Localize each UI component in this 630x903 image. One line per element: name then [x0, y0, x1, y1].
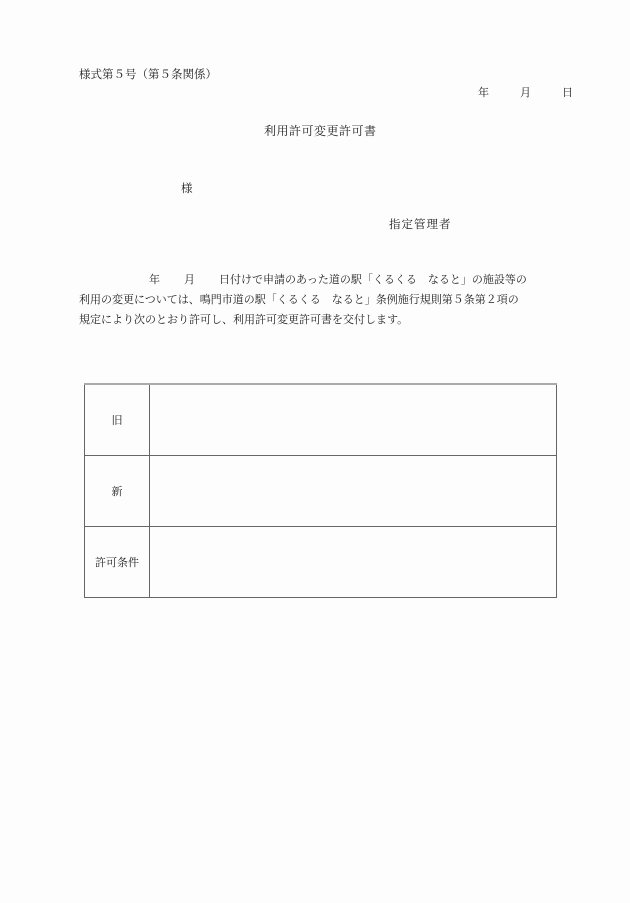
- row-label-new: 新: [85, 456, 150, 527]
- date-line: [478, 84, 573, 100]
- body-month: 月: [184, 273, 195, 286]
- row-value-old: [150, 384, 557, 456]
- date-day: 日: [562, 86, 573, 99]
- body-line-2: 利用の変更については、鳴門市道の駅「くるくる なると」条例施行規則第５条第２項の: [79, 293, 519, 306]
- form-number: 様式第５号（第５条関係）: [79, 67, 217, 81]
- table-row-old: [85, 384, 557, 456]
- body-line-1: [79, 270, 579, 290]
- date-year: 年: [478, 86, 489, 99]
- row-label-old: 旧: [85, 384, 150, 456]
- date-month: 月: [520, 86, 531, 99]
- document-title: 利用許可変更許可書: [264, 124, 377, 138]
- addressee-honorific: 様: [181, 181, 193, 195]
- row-value-new: [150, 456, 557, 527]
- table-row-conditions: [85, 527, 557, 598]
- change-table: [84, 383, 557, 598]
- row-label-conditions: 許可条件: [85, 527, 150, 598]
- body-paragraph: [79, 270, 579, 330]
- row-value-conditions: [150, 527, 557, 598]
- body-year: 年: [149, 273, 160, 286]
- issuer-label: 指定管理者: [389, 217, 452, 231]
- table-row-new: [85, 456, 557, 527]
- body-line-3: 規定により次のとおり許可し、利用許可変更許可書を交付します。: [79, 313, 409, 326]
- body-line-1-text: 日付けで申請のあった道の駅「くるくる なると」の施設等の: [219, 273, 527, 286]
